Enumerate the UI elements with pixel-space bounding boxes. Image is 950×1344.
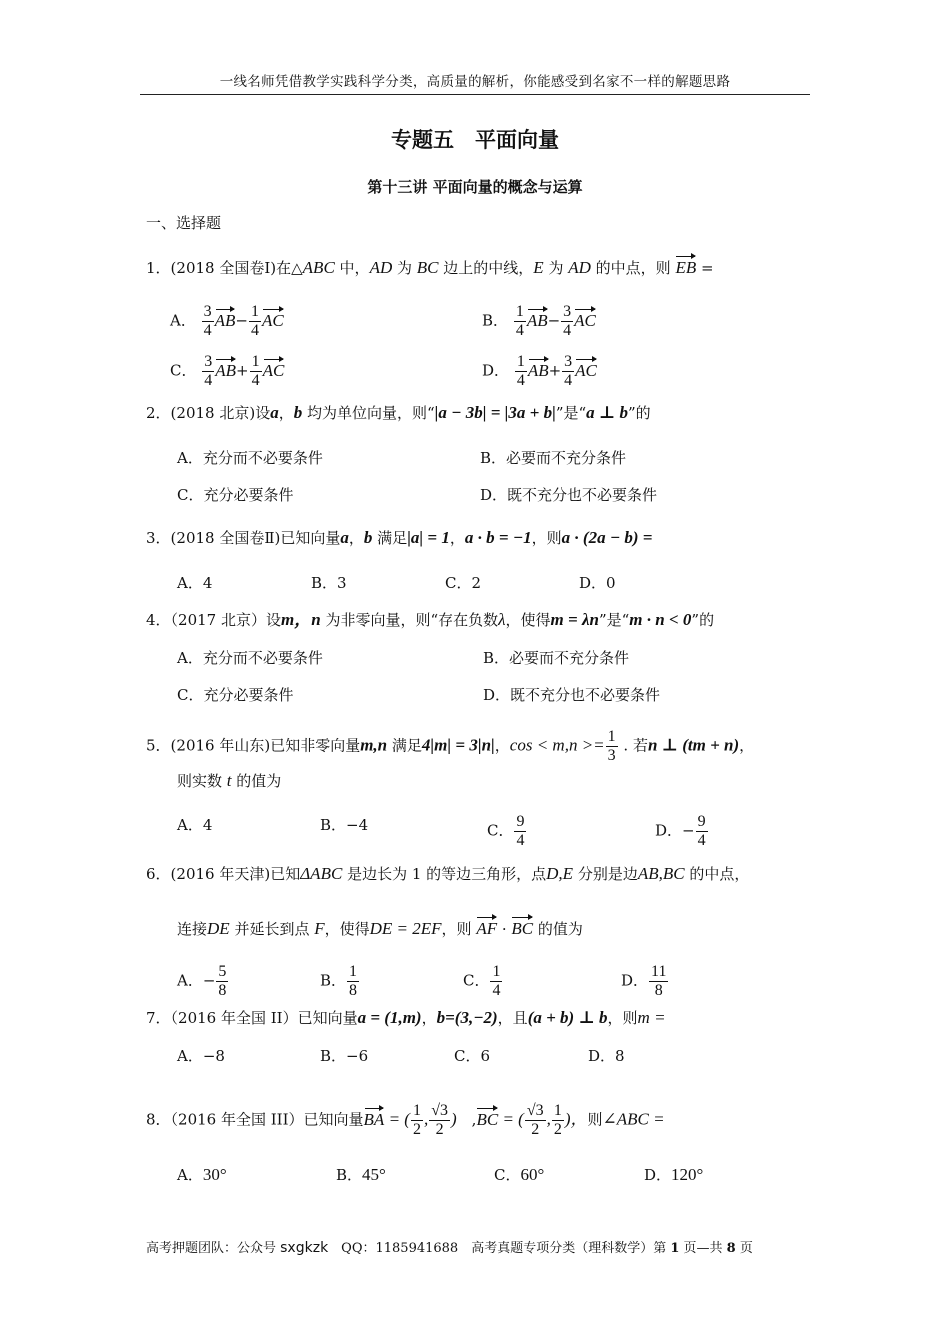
q1-text: 为 (392, 259, 417, 277)
q5-text: 则实数 (177, 772, 227, 790)
q3-expr3: a · (2a − b) = (561, 528, 653, 547)
denominator: 2 (531, 1121, 540, 1138)
footer-wechat: sxgkzk (280, 1240, 329, 1256)
q2-option-b[interactable]: B．必要而不充分条件 (480, 449, 627, 467)
q6-text: ，使得 (324, 920, 370, 938)
q7-number: 7． (146, 1009, 171, 1027)
q7-option-a[interactable]: A．−8 (177, 1047, 225, 1065)
numerator: 1 (412, 1102, 421, 1119)
q8-source: （2016 年全国 III）已知向量 (170, 1110, 364, 1129)
q5-expr2: n ⊥ (tm + n) (647, 735, 740, 755)
vector-ac: AC (575, 358, 597, 381)
fraction (429, 1102, 450, 1139)
vector-ab: AB (528, 358, 549, 381)
q5-text: ， (739, 736, 755, 755)
denominator: 4 (516, 832, 525, 849)
numerator: 3 (564, 353, 573, 370)
q6-text: 连接 (177, 920, 208, 938)
q1-option-d[interactable] (482, 353, 597, 390)
fraction (347, 963, 359, 1000)
vector-af: AF (476, 916, 497, 939)
question-5 (146, 728, 754, 765)
option-label: C． (170, 361, 197, 380)
q2-text: 均为单位向量，则“ (302, 404, 435, 422)
q2-source: (2018 北京)设 (170, 404, 271, 422)
q6-equation: DE = 2EF (369, 919, 442, 938)
option-label: A．− (177, 971, 216, 990)
q4-text: ”的 (691, 611, 715, 629)
q6-text: 的中点， (684, 865, 750, 883)
page-title: 专题五 平面向量 (391, 128, 559, 152)
fraction (249, 303, 261, 340)
q2-expr2: a ⊥ b (586, 403, 628, 422)
numerator: 5 (218, 963, 227, 980)
q7-vector-b: b=(3,−2) (436, 1008, 498, 1027)
numerator: 1 (515, 303, 524, 320)
vector-bc: BC (511, 916, 533, 939)
q5-line2 (177, 771, 281, 791)
vector-ac: AC (262, 308, 284, 331)
q1-ad: AD (568, 258, 591, 277)
q8-option-c[interactable] (494, 1165, 544, 1185)
denominator: 4 (203, 322, 212, 339)
q8-text: 则 (587, 1110, 603, 1129)
numerator: 3 (204, 353, 213, 370)
sides-ab-bc: AB,BC (637, 864, 685, 883)
points-de: D,E (546, 864, 574, 883)
q4-source: （2017 北京）设 (170, 611, 281, 629)
separator: ， (421, 1009, 437, 1027)
fraction (606, 728, 618, 765)
q5-option-d[interactable] (655, 813, 709, 850)
lecture-subtitle: 第十三讲 平面向量的概念与运算 (367, 178, 583, 196)
question-7 (146, 1008, 666, 1028)
comma: , (423, 1109, 429, 1129)
q1-equals: = (696, 259, 714, 277)
separator: ， (449, 529, 465, 547)
separator: , (456, 1110, 477, 1129)
q1-bc: BC (416, 258, 439, 277)
q8-option-d[interactable] (644, 1165, 703, 1185)
option-label: D．− (655, 821, 695, 840)
separator: ， (494, 736, 510, 755)
fraction (562, 353, 574, 390)
q5-option-b[interactable]: B．−4 (320, 816, 369, 834)
vector-ba: BA (364, 1107, 385, 1130)
numerator: 9 (516, 813, 525, 830)
option-label: D． (621, 971, 649, 990)
separator: ， (348, 529, 364, 547)
question-6 (146, 864, 749, 884)
q1-option-c[interactable] (170, 353, 284, 390)
q1-abc: ABC (302, 258, 335, 277)
fraction (525, 1102, 546, 1139)
triangle-abc: ΔABC (300, 864, 343, 883)
denominator: 4 (204, 372, 213, 389)
q6-option-d[interactable] (621, 963, 669, 1000)
option-value: 30° (202, 1165, 227, 1184)
header-rule (140, 94, 810, 95)
q1-text: 中， (334, 259, 370, 277)
denominator: 4 (250, 322, 259, 339)
vector-bc: BC (476, 1107, 498, 1130)
q4-option-c[interactable]: C．充分必要条件 (177, 686, 294, 704)
vector-eb: EB (675, 255, 696, 278)
footer-page-number: 1 (670, 1241, 680, 1256)
numerator: 1 (251, 353, 260, 370)
q7-option-b[interactable]: B．−6 (320, 1047, 369, 1065)
q6-option-c[interactable] (463, 963, 503, 1000)
numerator: 1 (250, 303, 259, 320)
fraction (202, 353, 214, 390)
fraction (490, 963, 502, 1000)
q4-text: ，使得 (505, 611, 551, 629)
q3-number: 3． (146, 529, 171, 547)
q7-condition: (a + b) ⊥ b (527, 1008, 608, 1027)
option-label: B． (320, 971, 347, 990)
q5-cos: cos < m,n >= (509, 735, 605, 755)
triangle-symbol: △ (291, 259, 303, 277)
q7-unknown: m = (637, 1008, 666, 1027)
q4-text: 为非零向量，则“存在负数 (320, 611, 499, 629)
minus-sign: − (547, 311, 561, 330)
numerator: 11 (651, 963, 667, 980)
footer-text: 页—共 (679, 1241, 727, 1256)
fraction (561, 303, 573, 340)
fraction (202, 303, 214, 340)
q7-text: ，且 (497, 1009, 528, 1027)
q2-option-d[interactable]: D．既不充分也不必要条件 (480, 486, 658, 504)
numerator: 1 (492, 963, 501, 980)
question-4 (146, 610, 714, 630)
q4-option-b[interactable]: B．必要而不充分条件 (483, 649, 630, 667)
q1-text: 边上的中线， (438, 259, 534, 277)
q5-text: 满足 (387, 736, 422, 755)
option-value: 60° (520, 1165, 545, 1184)
variable-t: t (226, 771, 232, 790)
option-label: A． (177, 1166, 203, 1184)
q3-option-d[interactable]: D．0 (579, 574, 616, 592)
numerator: 9 (697, 813, 706, 830)
option-label: A． (170, 311, 196, 330)
footer-qq: QQ：1185941688 高考真题专项分类（理科数学）第 (328, 1241, 671, 1256)
fraction (250, 353, 262, 390)
page-header-slogan: 一线名师凭借教学实践科学分类，高质量的解析，你能感受到名家不一样的解题思路 (219, 74, 731, 90)
q5-text: 的值为 (231, 772, 282, 790)
vector-b: b (293, 403, 303, 422)
q3-expr2: a · b = −1 (464, 528, 532, 547)
equals-open: = ( (384, 1109, 410, 1129)
q6-text: ，则 (441, 920, 477, 938)
question-2 (146, 403, 651, 423)
q6-option-a[interactable] (177, 963, 229, 1000)
denominator: 4 (563, 322, 572, 339)
q7-text: ，则 (607, 1009, 638, 1027)
vector-ac: AC (574, 308, 596, 331)
vector-ac: AC (263, 358, 285, 381)
q5-option-c[interactable] (487, 813, 527, 850)
q2-option-c[interactable]: C．充分必要条件 (177, 486, 294, 504)
option-value: 45° (362, 1165, 386, 1184)
q6-text: 分别是边 (573, 865, 638, 883)
fraction (696, 813, 708, 850)
numerator: 1 (553, 1102, 562, 1119)
q1-ad: AD (369, 258, 393, 277)
q3-text: ，则 (531, 529, 562, 547)
option-label: B． (336, 1166, 363, 1184)
q4-option-a[interactable]: A．充分而不必要条件 (177, 649, 323, 667)
q7-source: （2016 年全国 II）已知向量 (170, 1009, 358, 1027)
denominator: 3 (607, 747, 616, 764)
option-label: C． (494, 1166, 521, 1184)
numerator: 1 (607, 728, 616, 745)
option-label: C． (463, 971, 490, 990)
close-paren: )， (564, 1109, 588, 1129)
lambda: λ (498, 610, 506, 629)
question-8 (146, 1102, 665, 1139)
fraction (515, 353, 527, 390)
option-label: B． (482, 311, 509, 330)
vector-ab: AB (215, 308, 236, 331)
equals-open: = ( (498, 1109, 524, 1129)
q4-option-d[interactable]: D．既不充分也不必要条件 (483, 686, 661, 704)
footer-team: 高考押题团队：公众号 (146, 1241, 281, 1256)
q1-e: E (533, 258, 544, 277)
q6-text: 是边长为 1 的等边三角形，点 (342, 865, 547, 883)
fraction (552, 1102, 564, 1139)
q2-option-a[interactable]: A．充分而不必要条件 (177, 449, 323, 467)
q1-option-a[interactable] (170, 303, 284, 340)
numerator: 3 (203, 303, 212, 320)
question-3 (146, 528, 652, 548)
denominator: 2 (435, 1121, 444, 1138)
q8-number: 8． (146, 1110, 171, 1129)
q5-option-a[interactable]: A．4 (177, 816, 213, 834)
numerator: 3 (563, 303, 572, 320)
q4-expr2: m · n < 0 (629, 610, 692, 629)
plus-sign: + (548, 361, 562, 380)
q1-text: 的中点，则 (590, 259, 676, 277)
denominator: 4 (564, 372, 573, 389)
denominator: 8 (218, 982, 227, 999)
fraction (411, 1102, 423, 1139)
close-paren: ) (451, 1109, 457, 1129)
vectors-mn: m，n (281, 610, 321, 629)
q8-option-b[interactable] (336, 1165, 386, 1185)
q4-expr1: m = λn (550, 610, 599, 629)
q6-number: 6． (146, 865, 171, 883)
q4-text: ”是“ (598, 611, 630, 629)
vector-a: a (340, 528, 349, 547)
option-label: C． (487, 821, 514, 840)
denominator: 2 (412, 1121, 421, 1138)
vector-b: b (363, 528, 373, 547)
separator: ， (278, 404, 294, 422)
q6-text: 的值为 (533, 920, 583, 938)
denominator: 2 (553, 1121, 562, 1138)
vector-a: a (270, 403, 279, 422)
q2-text: ”是“ (555, 404, 587, 422)
q2-text: ”的 (627, 404, 651, 422)
q2-number: 2． (146, 404, 171, 422)
q5-source: (2016 年山东)已知非零向量 (170, 736, 361, 755)
q6-option-b[interactable] (320, 963, 360, 1000)
option-value: 120° (671, 1165, 704, 1184)
q3-source: (2018 全国卷Ⅱ)已知向量 (170, 529, 341, 547)
denominator: 4 (515, 322, 524, 339)
plus-sign: + (236, 361, 249, 380)
q3-expr1: |a| = 1 (407, 528, 450, 547)
option-label: D． (482, 361, 510, 380)
q3-text: 满足 (372, 529, 408, 547)
q4-number: 4． (146, 611, 171, 629)
q5-text: . 若 (618, 736, 648, 755)
vector-ab: AB (527, 308, 548, 331)
segment-de: DE (207, 919, 230, 938)
page-footer (146, 1237, 753, 1256)
denominator: 8 (654, 982, 663, 999)
q6-source: (2016 年天津)已知 (170, 865, 301, 883)
q3-option-a[interactable]: A．4 (177, 574, 213, 592)
q6-text: 并延长到点 (229, 920, 315, 938)
fraction (514, 813, 526, 850)
q1-source: (2018 全国卷Ⅰ)在 (170, 259, 292, 277)
denominator: 4 (251, 372, 260, 389)
footer-text: 页 (735, 1241, 753, 1256)
denominator: 8 (349, 982, 358, 999)
q7-option-c[interactable]: C．6 (454, 1047, 491, 1065)
footer-page-total: 8 (726, 1241, 736, 1256)
q5-expr1: 4|m| = 3|n| (421, 735, 495, 755)
angle-abc: ∠ABC = (602, 1109, 665, 1129)
comma: , (546, 1109, 551, 1129)
q3-option-c[interactable]: C．2 (445, 574, 482, 592)
fraction (514, 303, 526, 340)
fraction (649, 963, 668, 1000)
numerator: √3 (526, 1102, 544, 1119)
q5-number: 5． (146, 736, 171, 755)
point-f: F (314, 919, 325, 938)
section-heading: 一、选择题 (146, 214, 222, 232)
vector-ab: AB (215, 358, 236, 381)
dot-operator: · (497, 920, 512, 938)
q1-text: 为 (543, 259, 569, 277)
question-1 (146, 255, 714, 278)
vectors-mn: m,n (360, 735, 388, 755)
q7-option-d[interactable]: D．8 (588, 1047, 625, 1065)
minus-sign: − (235, 311, 248, 330)
q1-number: 1． (146, 259, 171, 277)
option-label: D． (644, 1166, 672, 1184)
q2-expr1: |a − 3b| = |3a + b| (434, 403, 556, 422)
q7-vector-a: a = (1,m) (357, 1008, 422, 1027)
q3-option-b[interactable]: B．3 (311, 574, 347, 592)
fraction (216, 963, 228, 1000)
numerator: 1 (516, 353, 525, 370)
denominator: 4 (492, 982, 501, 999)
denominator: 4 (516, 372, 525, 389)
q8-option-a[interactable] (177, 1165, 227, 1185)
q1-option-b[interactable] (482, 303, 596, 340)
denominator: 4 (697, 832, 706, 849)
numerator: √3 (431, 1102, 448, 1119)
numerator: 1 (349, 963, 358, 980)
q6-line2 (177, 916, 583, 939)
